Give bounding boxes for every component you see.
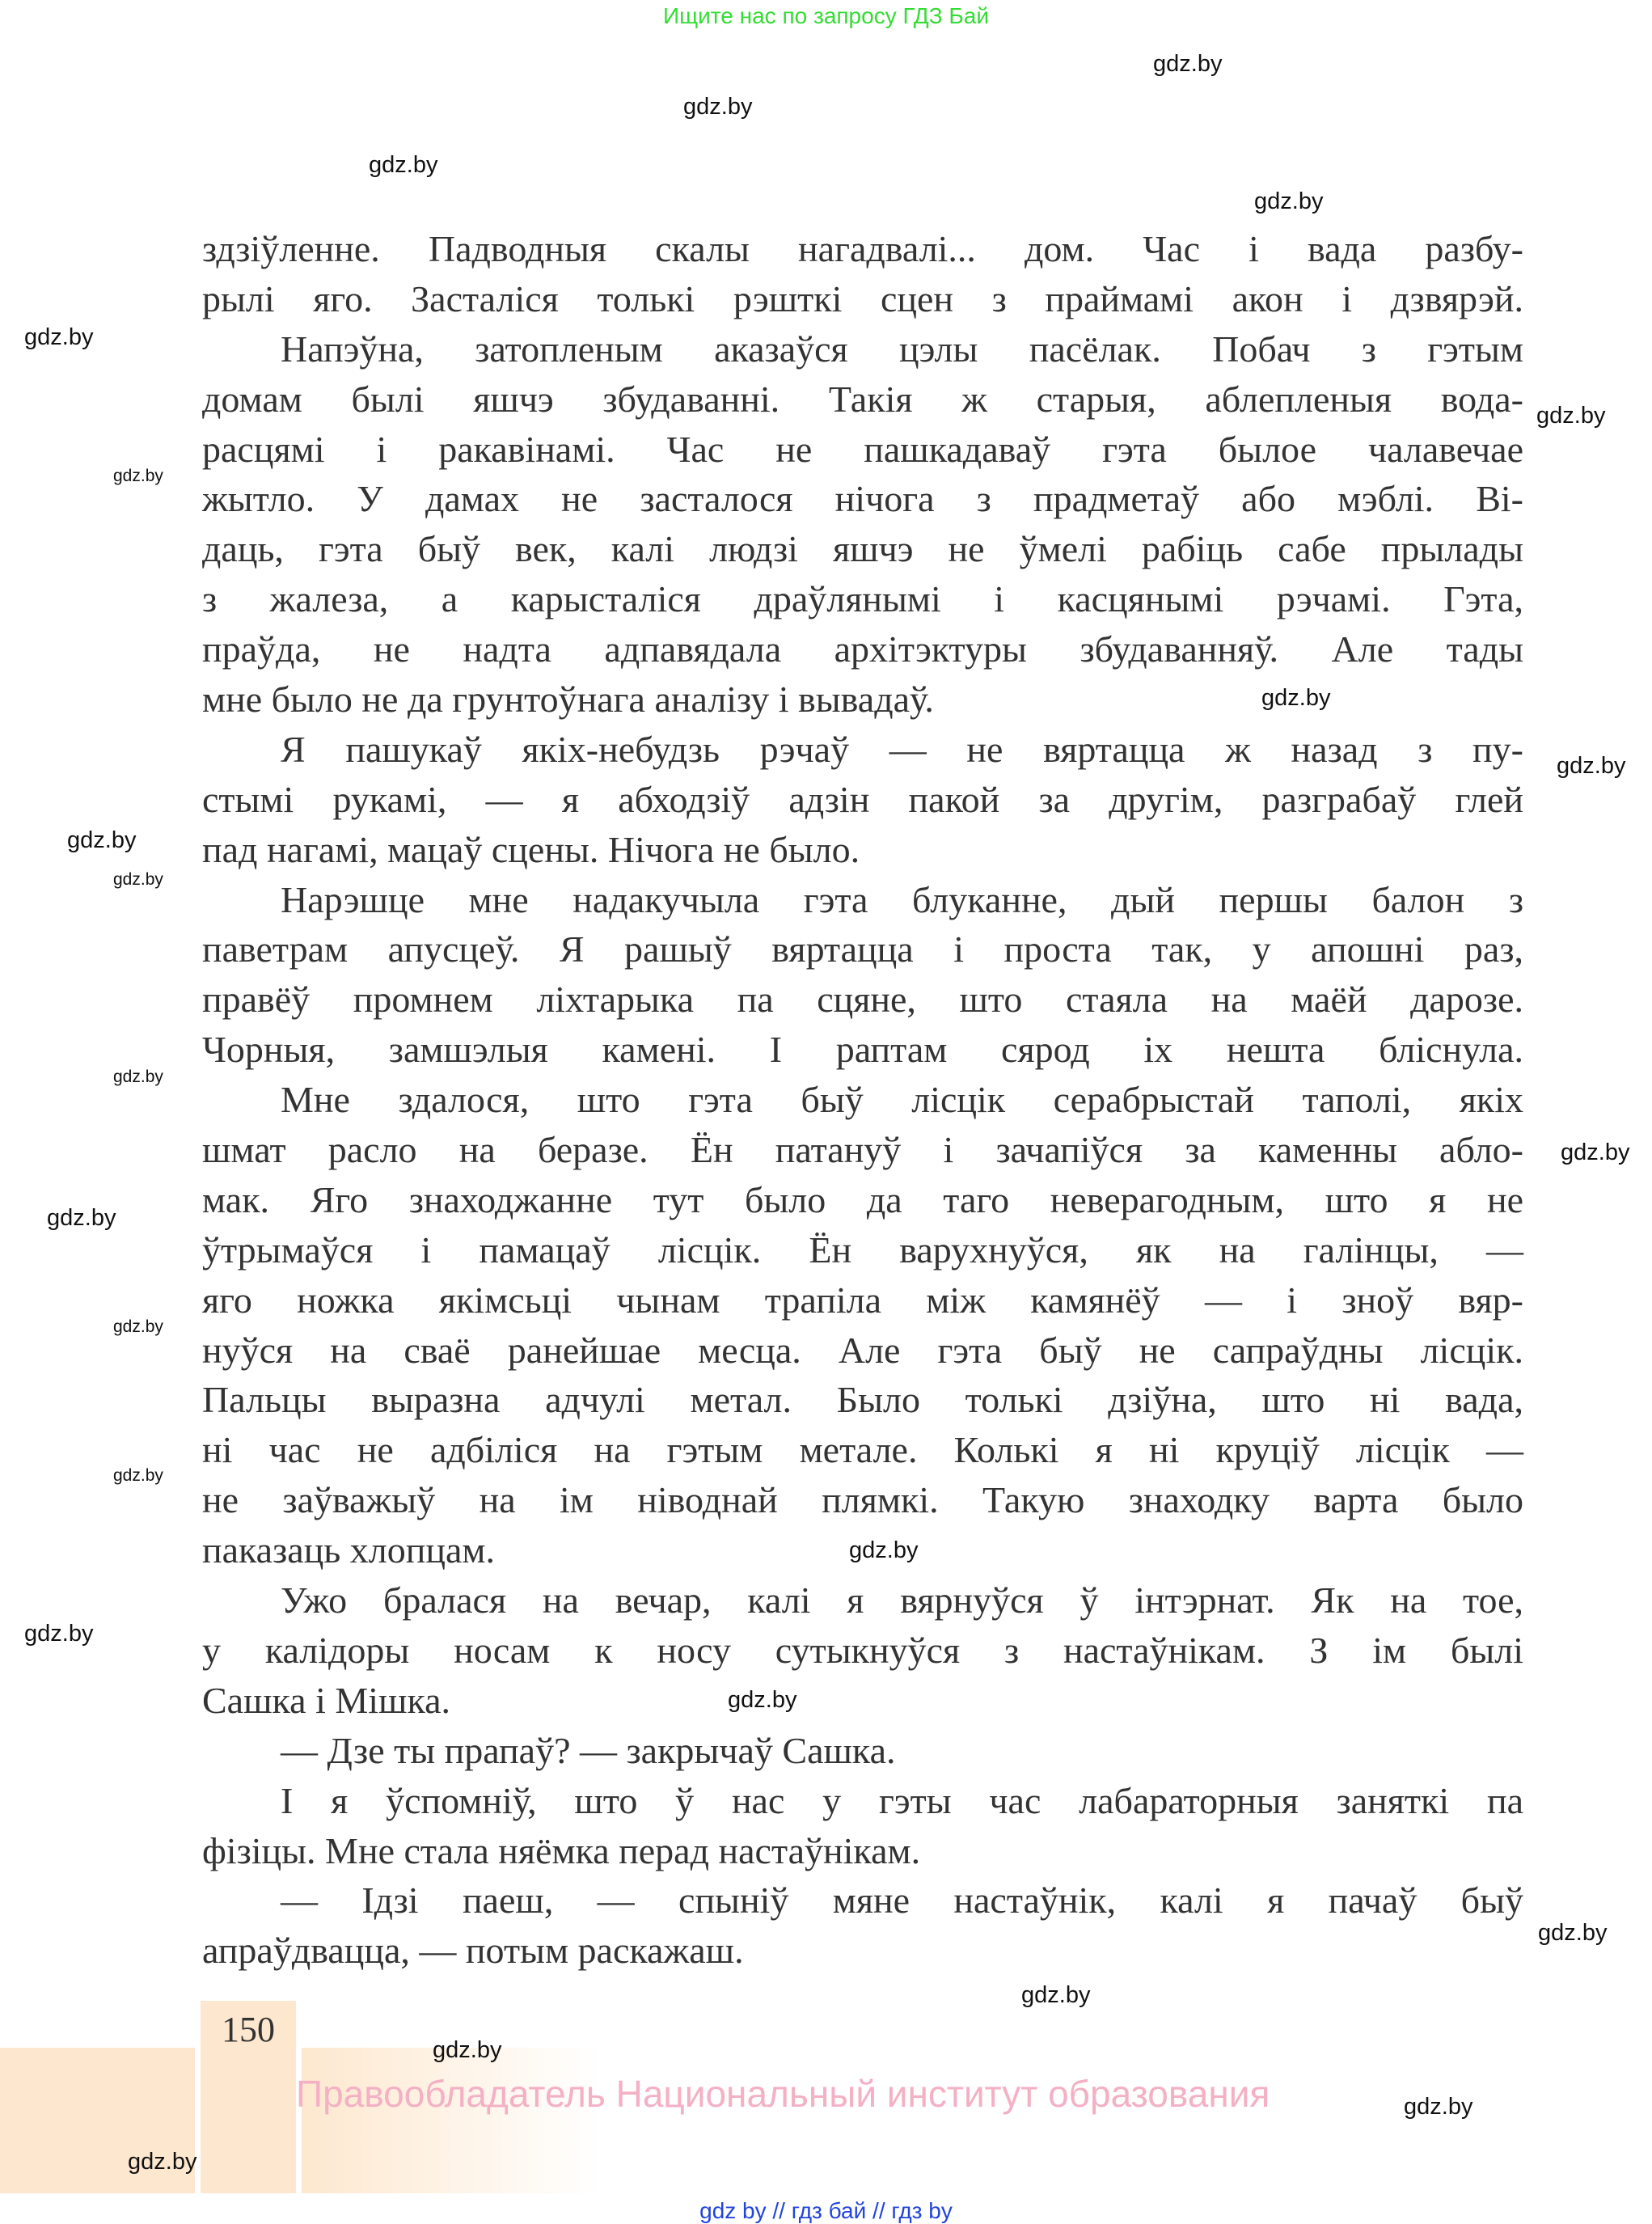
- text-line: нуўся на сваё ранейшае месца. Але гэта быў не сапраўдны лісцік.: [202, 1329, 1523, 1371]
- text-line: у калідоры носам к носу сутыкнуўся з настаўнікам. З ім былі: [202, 1629, 1523, 1671]
- watermark: gdz.by: [24, 324, 94, 350]
- text-line: Мне здалося, што гэта быў лісцік серабрыстай таполі, якіх: [281, 1079, 1523, 1121]
- copyright-notice: Правообладатель Национальный институт образования: [296, 2073, 1270, 2115]
- watermark: gdz.by: [1261, 685, 1331, 711]
- bottom-links[interactable]: gdz by // гдз бай // гдз by: [699, 2198, 953, 2223]
- text-line: правёў промнем ліхтарыка па сцяне, што стаяла на маёй дарозе.: [202, 979, 1523, 1021]
- text-line: фізіцы. Мне стала няёмка перад настаўнікам.: [202, 1829, 921, 1871]
- text-line: — Дзе ты прапаў? — закрычаў Сашка.: [281, 1729, 896, 1771]
- body-text: [202, 224, 1523, 1976]
- text-line: пад нагамі, мацаў сцены. Нічога не было.: [202, 828, 860, 870]
- watermark: gdz.by: [683, 94, 753, 120]
- watermark: gdz.by: [1557, 753, 1626, 779]
- text-line: мне было не да грунтоўнага аналізу і вывадаў.: [202, 679, 934, 721]
- watermark: gdz.by: [1538, 1920, 1608, 1946]
- text-line: мак. Яго знаходжанне тут было да таго неверагодным, што я не: [202, 1178, 1523, 1220]
- watermark: gdz.by: [1254, 188, 1324, 214]
- text-line: Нарэшце мне надакучыла гэта блуканне, дый першы балон з: [281, 878, 1523, 920]
- page-number: 150: [222, 2010, 275, 2049]
- text-line: Напэўна, затопленым аказаўся цэлы пасёлак. Побач з гэтым: [281, 328, 1523, 370]
- watermark: gdz.by: [113, 467, 163, 485]
- text-line: І я ўспомніў, што ў нас у гэты час лабараторныя заняткі па: [281, 1779, 1523, 1821]
- watermark: gdz.by: [67, 827, 137, 853]
- text-line: стымі рукамі, — я абходзіў адзін пакой за другім, разграбаў глей: [202, 778, 1523, 820]
- text-line: ўтрымаўся і памацаў лісцік. Ён варухнуўся, як на галінцы, —: [202, 1228, 1523, 1271]
- text-line: яго ножка якімсьці чынам трапіла між камянёў — і зноў вяр-: [202, 1279, 1523, 1321]
- watermark: gdz.by: [728, 1687, 797, 1713]
- watermark: gdz.by: [849, 1537, 919, 1563]
- watermark: gdz.by: [1153, 51, 1223, 77]
- text-line: паветрам апусцеў. Я рашыў вяртацца і проста так, у апошні раз,: [202, 928, 1523, 970]
- text-line: Сашка і Мішка.: [202, 1679, 451, 1721]
- watermark: gdz.by: [24, 1621, 94, 1647]
- text-line: праўда, не надта адпавядала архітэктуры збудаванняў. Але тады: [202, 628, 1523, 670]
- watermark: gdz.by: [113, 1068, 163, 1086]
- text-line: — Ідзі паеш, — спыніў мяне настаўнік, калі я пачаў быў: [281, 1879, 1523, 1922]
- page-number-block: [201, 2001, 296, 2193]
- text-line: ні час не адбіліся на гэтым метале. Колькі я ні круціў лісцік —: [202, 1429, 1523, 1471]
- text-line: расцямі і ракавінамі. Час не пашкадаваў гэта былое чалавечае: [202, 428, 1523, 470]
- watermark: gdz.by: [113, 1466, 163, 1485]
- text-line: паказаць хлопцам.: [202, 1529, 496, 1571]
- watermark: gdz.by: [113, 870, 163, 889]
- watermark: gdz.by: [1536, 403, 1606, 429]
- text-line: жытло. У дамах не засталося нічога з прадметаў або мэблі. Ві-: [202, 478, 1523, 520]
- watermark: gdz.by: [1561, 1139, 1630, 1165]
- text-line: домам былі яшчэ збудаванні. Такія ж старыя, аблепленыя вода-: [202, 378, 1523, 420]
- watermark: gdz.by: [1404, 2094, 1473, 2120]
- watermark: gdz.by: [433, 2037, 502, 2063]
- text-line: апраўдвацца, — потым раскажаш.: [202, 1930, 744, 1972]
- text-line: рылі яго. Засталіся толькі рэшткі сцен з праймамі акон і дзвярэй.: [202, 277, 1523, 319]
- watermark: gdz.by: [128, 2149, 197, 2175]
- text-line: Я пашукаў якіх-небудзь рэчаў — не вяртацца ж назад з пу-: [281, 728, 1523, 770]
- search-banner[interactable]: Ищите нас по запросу ГДЗ Бай: [662, 3, 990, 28]
- watermark: gdz.by: [1021, 1982, 1091, 2008]
- watermark: gdz.by: [113, 1317, 163, 1336]
- text-line: Чорныя, замшэлыя камені. І раптам сярод іх нешта бліснула.: [202, 1029, 1523, 1071]
- text-line: не заўважыў на ім ніводнай плямкі. Такую знаходку варта было: [202, 1479, 1523, 1521]
- text-line: Ужо бралася на вечар, калі я вярнуўся ў інтэрнат. Як на тое,: [281, 1579, 1523, 1621]
- watermark: gdz.by: [369, 152, 438, 178]
- text-line: з жалеза, а карысталіся драўлянымі і касцянымі рэчамі. Гэта,: [202, 578, 1523, 620]
- text-line: Пальцы выразна адчулі метал. Было толькі дзіўна, што ні вада,: [202, 1379, 1523, 1421]
- footer-block-gradient: [302, 2048, 601, 2193]
- text-line: здзіўленне. Падводныя скалы нагадвалі... дом. Час і вада разбу-: [202, 228, 1523, 269]
- watermark: gdz.by: [47, 1205, 116, 1231]
- text-line: даць, гэта быў век, калі людзі яшчэ не ўмелі рабіць сабе прылады: [202, 528, 1523, 570]
- text-line: шмат расло на беразе. Ён патануў і зачапіўся за каменны абло-: [202, 1129, 1523, 1171]
